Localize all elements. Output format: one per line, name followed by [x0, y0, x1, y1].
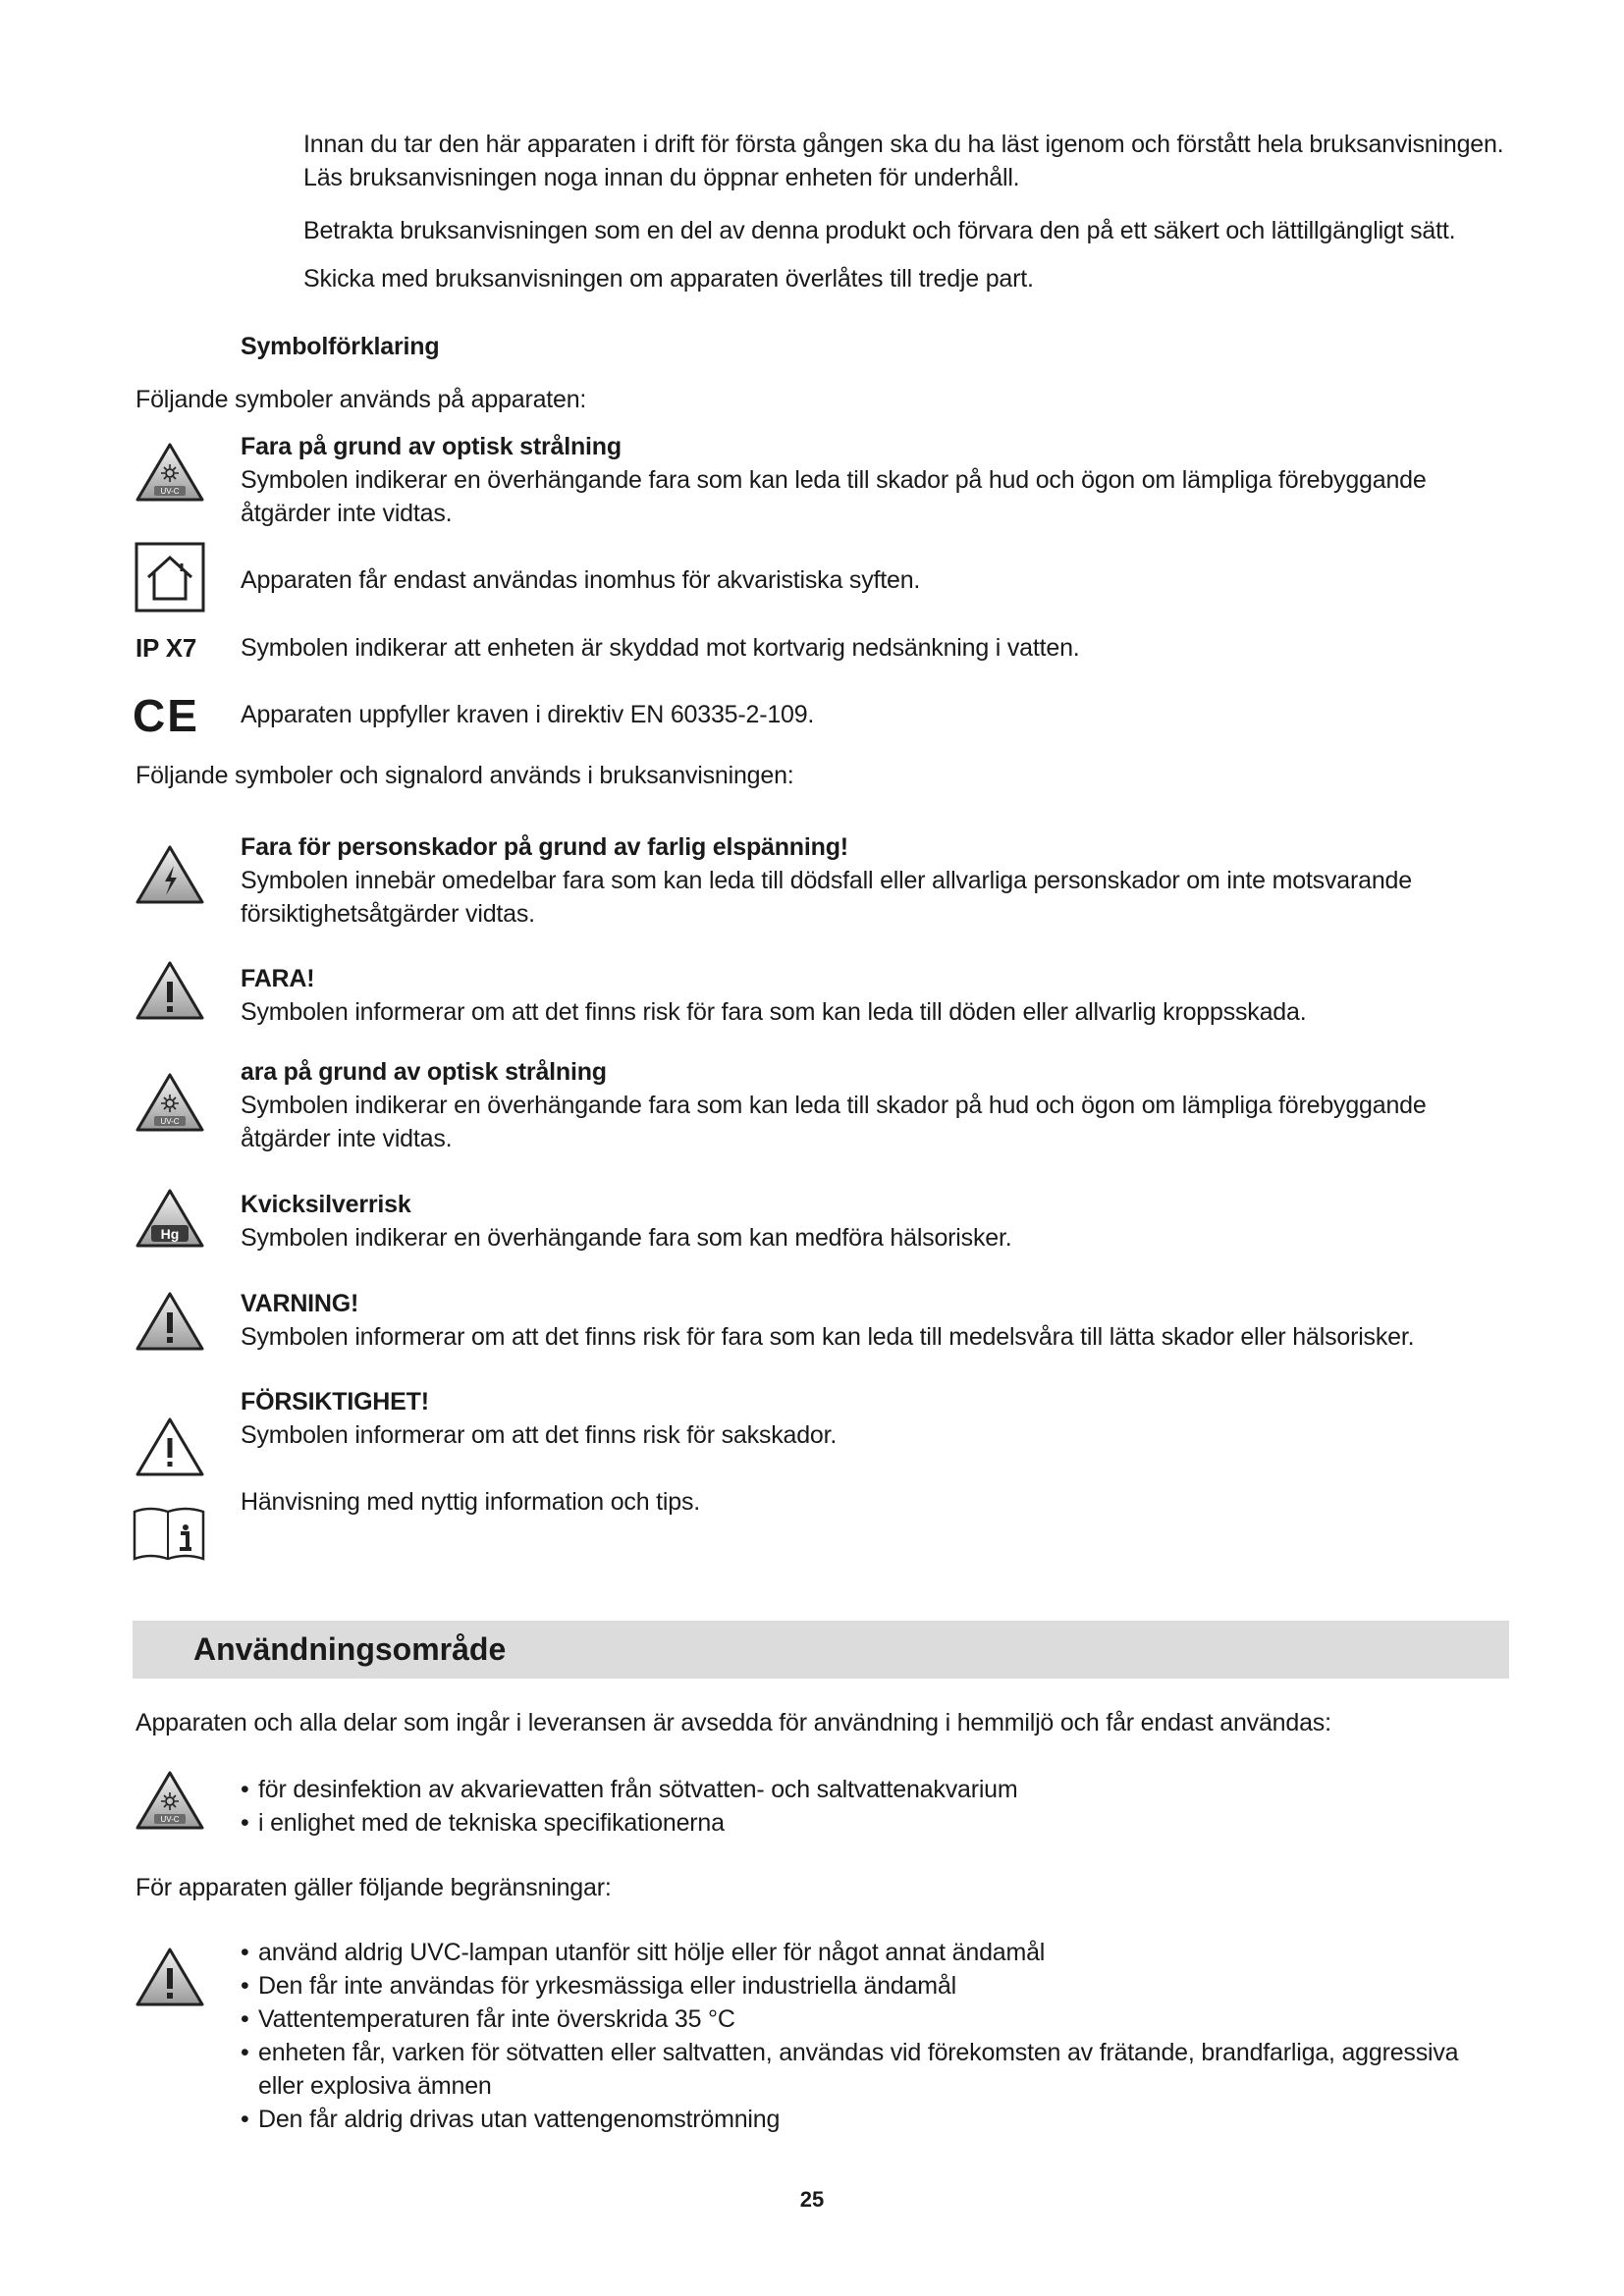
- caution-title: FÖRSIKTIGHET!: [241, 1388, 429, 1415]
- electric-danger-text: Symbolen innebär omedelbar fara som kan leda till dödsfall eller allvarliga personskador om inte motsvarande försiktighetsåtgärder vidtas.: [241, 867, 1412, 928]
- symbols-heading: Symbolförklaring: [241, 333, 440, 360]
- ipx7-text: Symbolen indikerar att enheten är skyddad mot kortvarig nedsänkning i vatten.: [241, 634, 1080, 662]
- optical-radiation-text: Symbolen indikerar en överhängande fara som kan leda till skador på hud och ögon om lämpliga förebyggande åtgärder inte vidtas.: [241, 466, 1427, 527]
- optical-radiation-title-2: ara på grund av optisk strålning: [241, 1058, 607, 1086]
- usage-heading: Användningsområde: [193, 1631, 507, 1667]
- svg-text:UV-C: UV-C: [160, 1815, 180, 1824]
- mercury-title: Kvicksilverrisk: [241, 1191, 411, 1218]
- intro-paragraph-3: Skicka med bruksanvisningen om apparaten överlåtes till tredje part.: [303, 265, 1034, 293]
- svg-text:Hg: Hg: [160, 1226, 180, 1242]
- svg-text:UV-C: UV-C: [160, 487, 180, 496]
- usage-intro: Apparaten och alla delar som ingår i leveransen är avsedda för användning i hemmiljö och får endast användas:: [135, 1709, 1331, 1736]
- list-item: • i enlighet med de tekniska specifikationerna: [241, 1806, 1507, 1840]
- warning-text: Symbolen informerar om att det finns risk för fara som kan leda till medelsvåra till lätta skador eller hälsorisker.: [241, 1323, 1415, 1351]
- ce-text: Apparaten uppfyller kraven i direktiv EN 60335-2-109.: [241, 701, 815, 728]
- limits-intro: För apparaten gäller följande begränsningar:: [135, 1874, 612, 1901]
- warning-exclamation-icon: [135, 1947, 205, 2007]
- usage-list: [241, 1773, 1507, 1840]
- danger-title: FARA!: [241, 965, 315, 992]
- ipx7-label: IP X7: [135, 633, 197, 663]
- svg-text:UV-C: UV-C: [160, 1117, 180, 1126]
- optical-radiation-text-2: Symbolen indikerar en överhängande fara som kan leda till skador på hud och ögon om lämpliga förebyggande åtgärder inte vidtas.: [241, 1092, 1427, 1152]
- list-item: • Den får inte användas för yrkesmässiga eller industriella ändamål: [241, 1969, 1507, 2002]
- intro-paragraph-2: Betrakta bruksanvisningen som en del av denna produkt och förvara den på ett säkert och lättillgängligt sätt.: [303, 217, 1456, 244]
- intro-paragraph-1: Innan du tar den här apparaten i drift för första gången ska du ha läst igenom och förstått hela bruksanvisningen. Läs bruksanvisningen noga innan du öppnar enheten för underhåll.: [303, 131, 1504, 191]
- info-book-icon: [133, 1504, 205, 1563]
- danger-exclamation-icon: [135, 960, 205, 1021]
- list-item: • använd aldrig UVC-lampan utanför sitt hölje eller för något annat ändamål: [241, 1936, 1507, 1969]
- caution-exclamation-icon: [135, 1416, 205, 1477]
- list-item: • Den får aldrig drivas utan vattengenomströmning: [241, 2103, 1507, 2136]
- danger-text: Symbolen informerar om att det finns risk för fara som kan leda till döden eller allvarlig kroppsskada.: [241, 998, 1307, 1026]
- ce-mark-icon: CE: [133, 690, 199, 741]
- mercury-hg-warning-icon: [135, 1188, 205, 1249]
- warning-title: VARNING!: [241, 1290, 359, 1317]
- warning-exclamation-icon: [135, 1291, 205, 1352]
- uv-c-warning-icon: [135, 1072, 205, 1133]
- high-voltage-warning-icon: [135, 844, 205, 905]
- uv-c-warning-icon: [135, 442, 205, 503]
- usage-section-header: [133, 1621, 1509, 1679]
- indoor-use-house-icon: [135, 542, 205, 613]
- info-text: Hänvisning med nyttig information och tips.: [241, 1488, 701, 1516]
- optical-radiation-title: Fara på grund av optisk strålning: [241, 433, 622, 460]
- caution-text: Symbolen informerar om att det finns risk för sakskador.: [241, 1421, 838, 1449]
- electric-danger-title: Fara för personskador på grund av farlig elspänning!: [241, 833, 848, 861]
- list-item: • för desinfektion av akvarievatten från sötvatten- och saltvattenakvarium: [241, 1773, 1507, 1806]
- indoor-use-text: Apparaten får endast användas inomhus för akvaristiska syften.: [241, 566, 921, 594]
- mercury-text: Symbolen indikerar en överhängande fara som kan medföra hälsorisker.: [241, 1224, 1012, 1252]
- list-item: • Vattentemperaturen får inte överskrida 35 °C: [241, 2002, 1507, 2036]
- device-symbols-intro: Följande symboler används på apparaten:: [135, 386, 587, 413]
- manual-symbols-intro: Följande symboler och signalord används i bruksanvisningen:: [135, 762, 794, 789]
- list-item: • enheten får, varken för sötvatten eller saltvatten, användas vid förekomsten av frätande, brandfarliga, aggressiva eller explosiva ämnen: [241, 2036, 1507, 2103]
- limits-list: [241, 1936, 1507, 2136]
- page-number: 25: [799, 2187, 825, 2212]
- uv-c-warning-icon: [135, 1770, 205, 1831]
